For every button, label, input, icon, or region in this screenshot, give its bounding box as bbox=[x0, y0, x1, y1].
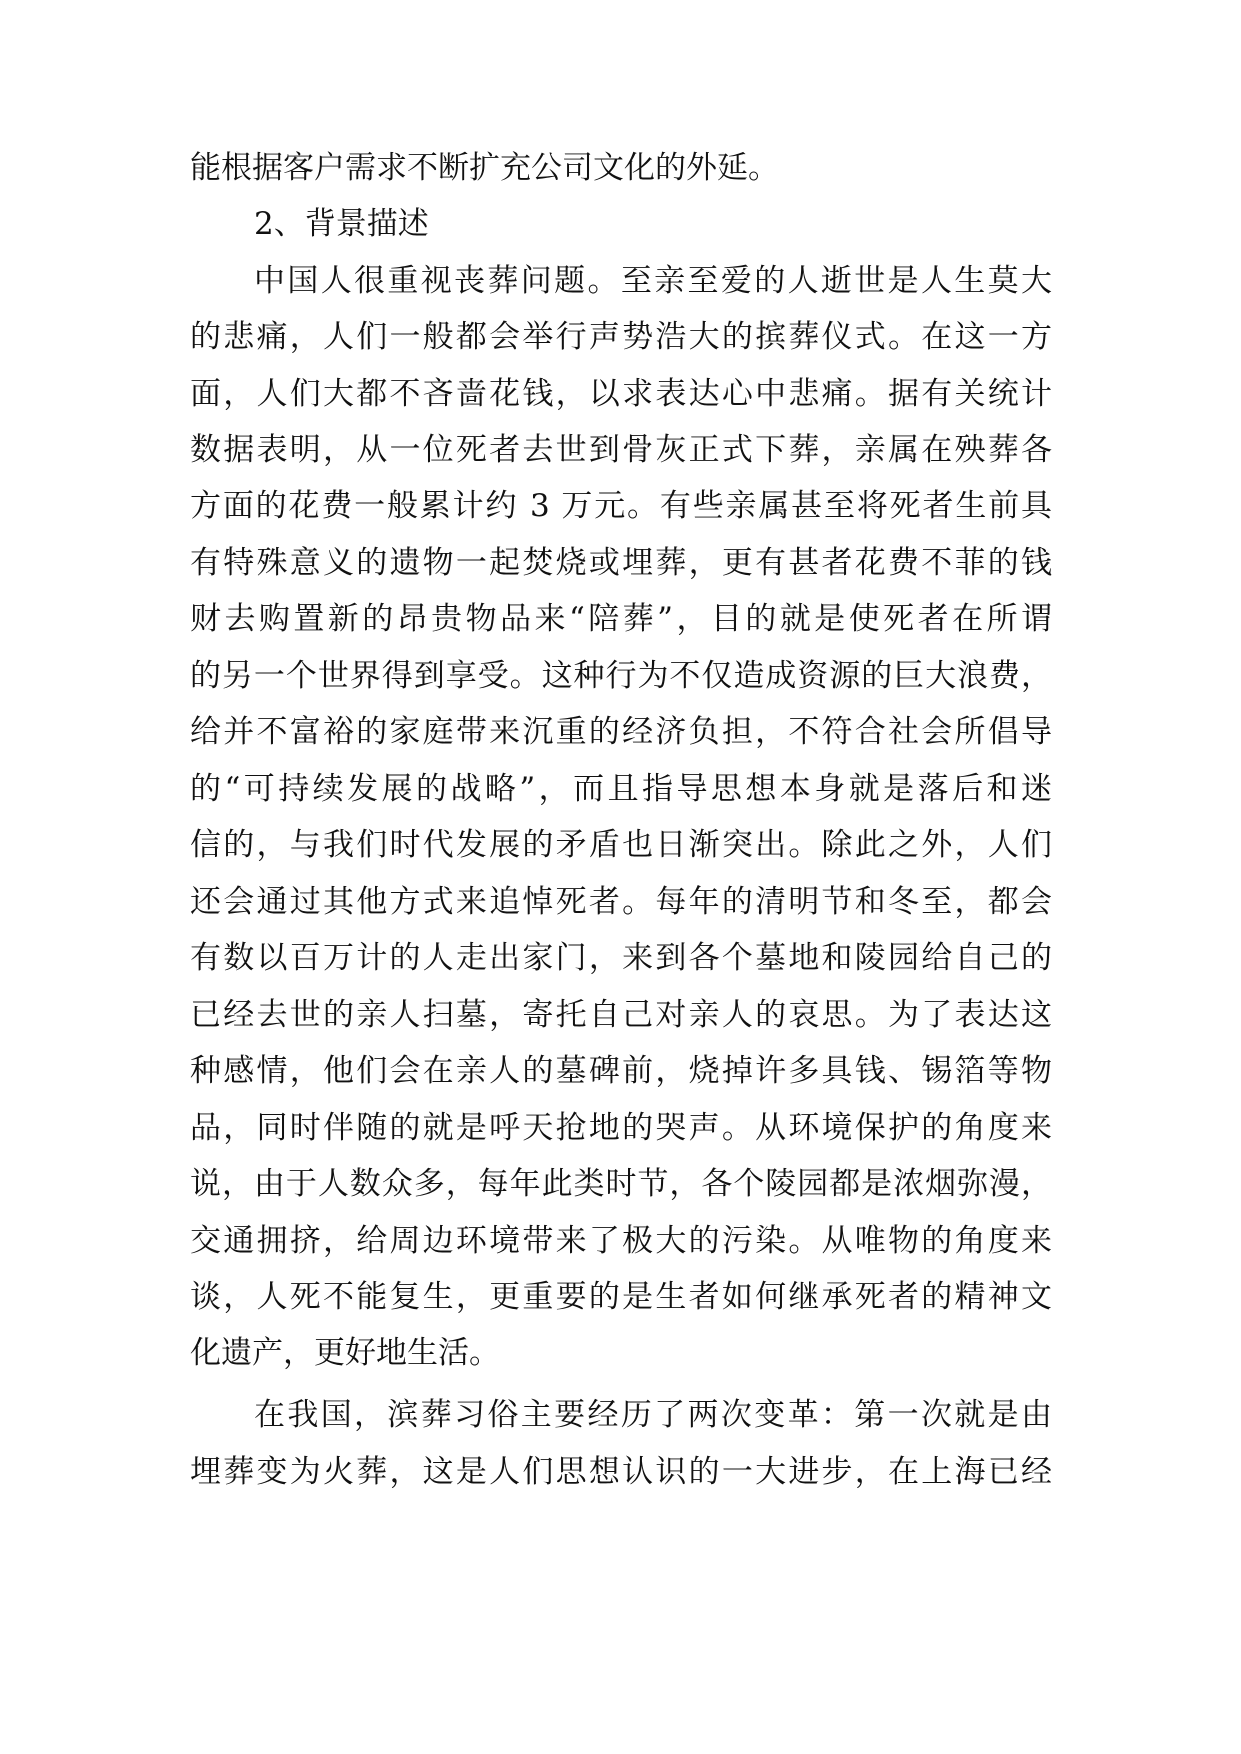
text-line: 化遗产，更好地生活。 bbox=[190, 1335, 500, 1371]
text-line: 数据表明，从一位死者去世到骨灰正式下葬，亲属在殃葬各 bbox=[190, 432, 1052, 468]
text-line: 2、背景描述 bbox=[254, 206, 429, 242]
text-line: 谈，人死不能复生，更重要的是生者如何继承死者的精神文 bbox=[190, 1279, 1052, 1315]
text-line: 财去购置新的昂贵物品来“陪葬”，目的就是使死者在所谓 bbox=[190, 601, 1052, 637]
text-line: 的另一个世界得到享受。这种行为不仅造成资源的巨大浪费， bbox=[190, 658, 1052, 694]
text-line: 能根据客户需求不断扩充公司文化的外延。 bbox=[190, 150, 779, 186]
text-line: 交通拥挤，给周边环境带来了极大的污染。从唯物的角度来 bbox=[190, 1223, 1052, 1259]
text-line: 在我国，滨葬习俗主要经历了两次变革：第一次就是由 bbox=[254, 1397, 1052, 1433]
text-line: 方面的花费一般累计约 3 万元。有些亲属甚至将死者生前具 bbox=[190, 488, 1052, 524]
text-line: 种感情，他们会在亲人的墓碑前，烧掉许多具钱、锡箔等物 bbox=[190, 1053, 1052, 1089]
text-line: 还会通过其他方式来追悼死者。每年的清明节和冬至，都会 bbox=[190, 884, 1052, 920]
text-line: 有数以百万计的人走出家门，来到各个墓地和陵园给自己的 bbox=[190, 940, 1052, 976]
text-line: 中国人很重视丧葬问题。至亲至爱的人逝世是人生莫大 bbox=[254, 263, 1052, 299]
text-line: 面，人们大都不吝啬花钱，以求表达心中悲痛。据有关统计 bbox=[190, 376, 1052, 412]
text-line: 的悲痛，人们一般都会举行声势浩大的摈葬仪式。在这一方 bbox=[190, 319, 1052, 355]
text-line: 给并不富裕的家庭带来沉重的经济负担，不符合社会所倡导 bbox=[190, 714, 1052, 750]
text-line: 的“可持续发展的战略”，而且指导思想本身就是落后和迷 bbox=[190, 771, 1052, 807]
text-line: 已经去世的亲人扫墓，寄托自己对亲人的哀思。为了表达这 bbox=[190, 997, 1052, 1033]
text-line: 埋葬变为火葬，这是人们思想认识的一大进步，在上海已经 bbox=[190, 1454, 1052, 1490]
text-line: 信的，与我们时代发展的矛盾也日渐突出。除此之外，人们 bbox=[190, 827, 1052, 863]
text-line: 品，同时伴随的就是呼天抢地的哭声。从环境保护的角度来 bbox=[190, 1110, 1052, 1146]
text-line: 有特殊意义的遗物一起焚烧或埋葬，更有甚者花费不菲的钱 bbox=[190, 545, 1052, 581]
text-line: 说，由于人数众多，每年此类时节，各个陵园都是浓烟弥漫， bbox=[190, 1166, 1052, 1202]
